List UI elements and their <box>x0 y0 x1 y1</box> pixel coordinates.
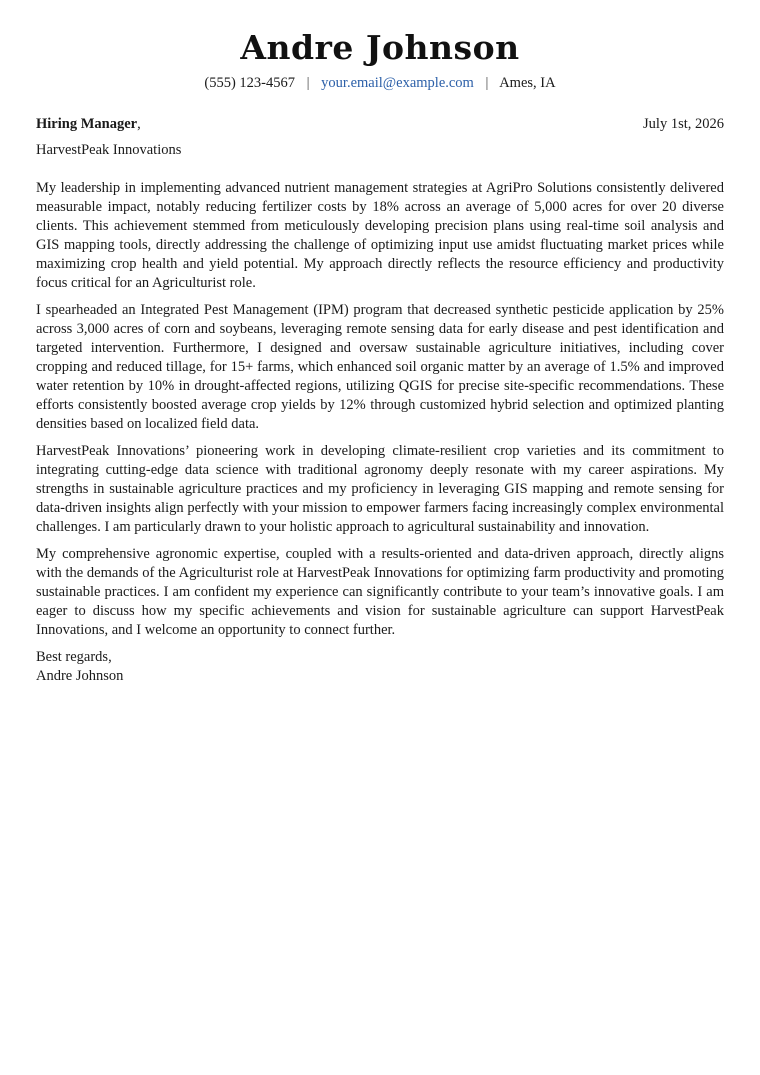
phone-number: (555) 123-4567 <box>204 75 296 91</box>
contact-line <box>36 73 724 93</box>
recipient-greeting <box>36 115 141 134</box>
sign-off: Best regards, <box>36 649 112 665</box>
cover-letter-page <box>36 28 724 686</box>
body-paragraph: HarvestPeak Innovations’ pioneering work in developing climate-resilient crop varieties and its commitment to integrating cutting-edge data science with traditional agronomy deeply resonate with my career aspirations. My strengths in sustainable agriculture practices and my proficiency in leveraging GIS mapping and remote sensing for data-driven insights align perfectly with your mission to empower farmers facing increasingly complex environmental challenges. I am particularly drawn to your holistic approach to agricultural sustainability and innovation. <box>36 443 724 535</box>
body-paragraph: I spearheaded an Integrated Pest Management (IPM) program that decreased synthetic pesticide application by 25% across 3,000 acres of corn and soybeans, leveraging remote sensing data for early disease and pest identification and targeted intervention. Furthermore, I designed and oversaw sustainable agriculture initiatives, including cover cropping and reduced tillage, for 15+ farms, which enhanced soil organic matter by an average of 1.5% and improved water retention by 10% in drought-affected regions, utilizing QGIS for precise site-specific recommendations. These efforts consistently boosted average crop yields by 12% through customized hybrid selection and optimized planting densities based on localized field data. <box>36 302 724 432</box>
location: Ames, IA <box>499 75 556 91</box>
recipient-name: Hiring Manager <box>36 116 138 132</box>
recipient-row <box>36 115 724 134</box>
letter-closing <box>36 648 724 686</box>
body-paragraph: My comprehensive agronomic expertise, coupled with a results-oriented and data-driven approach, directly aligns with the demands of the Agriculturist role at HarvestPeak Innovations for optimizing farm productivity and promoting sustainable practices. I am confident my experience can significantly contribute to your team’s innovative goals. I am eager to discuss how my specific achievements and vision for sustainable agriculture can support HarvestPeak Innovations, and I welcome an opportunity to connect further. <box>36 546 724 638</box>
recipient-company: HarvestPeak Innovations <box>36 142 182 158</box>
recipient-comma: , <box>137 116 141 132</box>
applicant-name: Andre Johnson <box>240 28 520 67</box>
letter-date: July 1st, 2026 <box>643 116 724 132</box>
contact-separator: | <box>306 75 310 91</box>
body-paragraph: My leadership in implementing advanced nutrient management strategies at AgriPro Solutions consistently delivered measurable impact, notably reducing fertilizer costs by 18% across an average of 5,000 acres for over 20 diverse clients. This achievement stemmed from meticulously developing precision plans using real-time soil analysis and GIS mapping tools, directly addressing the challenge of optimizing input use amidst fluctuating market prices while maximizing crop health and yield potential. My approach directly reflects the resource efficiency and productivity focus critical for an Agriculturist role. <box>36 180 724 291</box>
signature-name: Andre Johnson <box>36 668 124 684</box>
letter-body <box>36 179 724 640</box>
contact-separator: | <box>485 75 489 91</box>
email-link[interactable]: your.email@example.com <box>321 75 474 91</box>
